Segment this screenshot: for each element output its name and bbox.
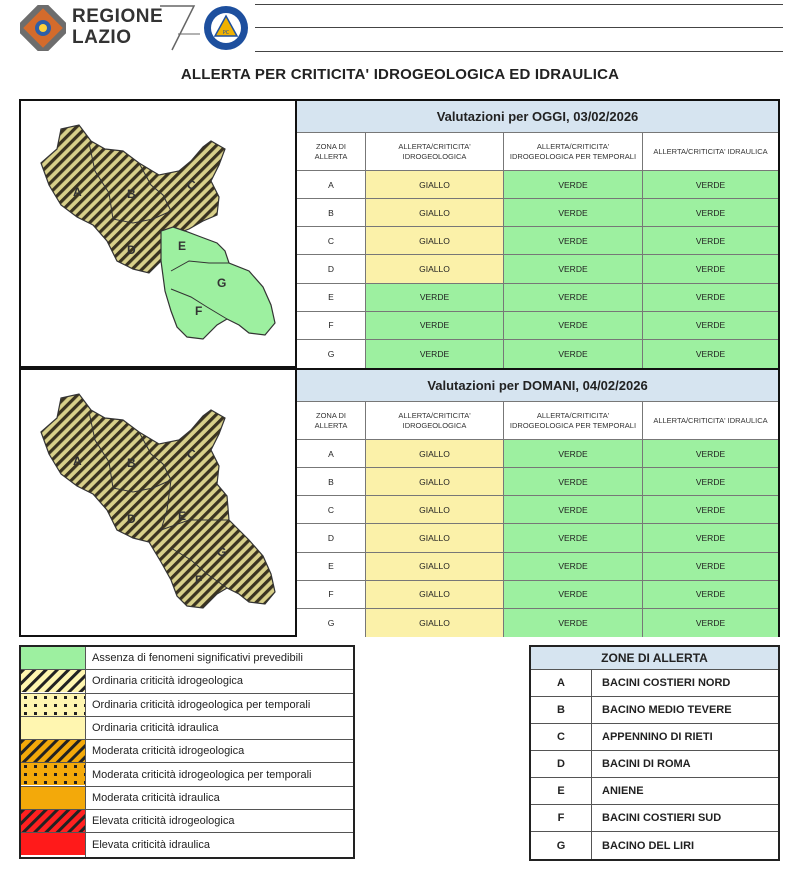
zone-letter: B bbox=[531, 697, 592, 723]
legend-row bbox=[21, 717, 353, 740]
legend-swatch-fill bbox=[21, 717, 85, 739]
zone-cell: F bbox=[297, 581, 366, 608]
zone-cell: C bbox=[297, 227, 366, 254]
zone-row bbox=[531, 751, 778, 778]
legend-swatch-green bbox=[21, 647, 86, 669]
legend-row bbox=[21, 647, 353, 670]
tomorrow-map-label-g: G bbox=[217, 545, 227, 559]
hydrogeo-level-cell: GIALLO bbox=[366, 199, 504, 226]
legend-swatch-fill bbox=[21, 787, 85, 809]
hydraulic-level-cell: VERDE bbox=[643, 440, 778, 467]
hydrogeo-level-cell: GIALLO bbox=[366, 171, 504, 198]
tomorrow-map-label-d: D bbox=[127, 512, 136, 526]
hydraulic-level-cell: VERDE bbox=[643, 468, 778, 495]
zone-name: APPENNINO DI RIETI bbox=[602, 731, 713, 743]
header-rule-bottom bbox=[255, 51, 783, 52]
header-hydraulic: ALLERTA/CRITICITA' IDRAULICA bbox=[653, 146, 768, 156]
hydrogeo-level-cell: VERDE bbox=[366, 312, 504, 339]
zone-cell: A bbox=[297, 440, 366, 467]
zone-cell: C bbox=[297, 496, 366, 523]
lazio-emblem-icon bbox=[20, 5, 66, 51]
legend-label: Elevata criticità idrogeologica bbox=[92, 815, 235, 828]
storms-level-cell: VERDE bbox=[504, 284, 643, 311]
today-map-svg bbox=[21, 101, 295, 366]
hydraulic-level-cell: VERDE bbox=[643, 255, 778, 282]
legend-swatch-fill bbox=[21, 694, 85, 716]
legend-swatch-yellow bbox=[21, 717, 86, 739]
header-hydraulic: ALLERTA/CRITICITA' IDRAULICA bbox=[653, 415, 768, 425]
zone-cell: G bbox=[297, 609, 366, 637]
header-hydrogeo: ALLERTA/CRITICITA' IDROGEOLOGICA bbox=[366, 402, 504, 439]
legend-row bbox=[21, 787, 353, 810]
hydraulic-level-cell: VERDE bbox=[643, 227, 778, 254]
table-row bbox=[297, 496, 778, 524]
hydraulic-level-cell: VERDE bbox=[643, 199, 778, 226]
zone-letter: G bbox=[531, 832, 592, 859]
zones-table bbox=[529, 645, 780, 861]
tomorrow-table bbox=[297, 370, 778, 635]
table-row bbox=[297, 553, 778, 581]
today-table-header bbox=[297, 133, 778, 171]
tomorrow-map-svg bbox=[21, 370, 295, 635]
today-map-label-e: E bbox=[178, 239, 187, 253]
storms-level-cell: VERDE bbox=[504, 581, 643, 608]
zone-letter: D bbox=[531, 751, 592, 777]
zones-body bbox=[531, 670, 778, 859]
legend-label: Moderata criticità idrogeologica bbox=[92, 745, 245, 758]
tomorrow-map-label-c: C bbox=[187, 447, 196, 461]
header-zone: ZONA DI ALLERTA bbox=[297, 133, 366, 170]
hydrogeo-level-cell: GIALLO bbox=[366, 609, 504, 637]
legend-label: Elevata criticità idraulica bbox=[92, 839, 210, 852]
region-name-line1: REGIONE bbox=[72, 6, 164, 27]
table-row bbox=[297, 581, 778, 609]
zone-cell: E bbox=[297, 553, 366, 580]
legend-swatch-orange bbox=[21, 787, 86, 809]
storms-level-cell: VERDE bbox=[504, 496, 643, 523]
legend-label: Moderata criticità idrogeologica per temporali bbox=[92, 768, 312, 781]
legend-swatch-fill bbox=[21, 810, 85, 832]
zone-cell: G bbox=[297, 340, 366, 368]
zone-row bbox=[531, 805, 778, 832]
table-row bbox=[297, 255, 778, 283]
table-row bbox=[297, 284, 778, 312]
storms-level-cell: VERDE bbox=[504, 609, 643, 637]
table-row bbox=[297, 609, 778, 637]
region-name-line2: LAZIO bbox=[72, 27, 132, 48]
legend bbox=[19, 645, 355, 859]
storms-level-cell: VERDE bbox=[504, 171, 643, 198]
legend-swatch-orange-dots bbox=[21, 763, 86, 785]
legend-swatch-yellow-dots bbox=[21, 694, 86, 716]
zone-letter: A bbox=[531, 670, 592, 696]
table-row bbox=[297, 468, 778, 496]
zone-letter: C bbox=[531, 724, 592, 750]
tomorrow-map-label-a: A bbox=[73, 454, 82, 468]
legend-swatch-yellow-hatch bbox=[21, 670, 86, 692]
zone-cell: A bbox=[297, 171, 366, 198]
hydrogeo-level-cell: GIALLO bbox=[366, 227, 504, 254]
zone-cell: D bbox=[297, 255, 366, 282]
hydraulic-level-cell: VERDE bbox=[643, 171, 778, 198]
today-map-label-c: C bbox=[187, 178, 196, 192]
hydraulic-level-cell: VERDE bbox=[643, 340, 778, 368]
legend-label: Ordinaria criticità idrogeologica bbox=[92, 675, 244, 688]
tomorrow-map-label-b: B bbox=[127, 456, 136, 470]
today-map-label-a: A bbox=[73, 185, 82, 199]
protezione-civile-icon bbox=[203, 5, 249, 51]
hydraulic-level-cell: VERDE bbox=[643, 312, 778, 339]
hydrogeo-level-cell: GIALLO bbox=[366, 255, 504, 282]
legend-label: Ordinaria criticità idraulica bbox=[92, 722, 219, 735]
zone-cell: B bbox=[297, 468, 366, 495]
legend-row bbox=[21, 833, 353, 856]
zone-name: BACINI DI ROMA bbox=[602, 758, 691, 770]
table-row bbox=[297, 340, 778, 368]
zone-cell: B bbox=[297, 199, 366, 226]
today-bulletin bbox=[19, 99, 780, 368]
legend-row bbox=[21, 763, 353, 786]
tomorrow-table-body bbox=[297, 440, 778, 637]
storms-level-cell: VERDE bbox=[504, 524, 643, 551]
legend-swatch-fill bbox=[21, 763, 85, 785]
zone-letter: E bbox=[531, 778, 592, 804]
legend-label: Ordinaria criticità idrogeologica per temporali bbox=[92, 698, 311, 711]
table-row bbox=[297, 171, 778, 199]
legend-swatch-fill bbox=[21, 670, 85, 692]
zone-letter: F bbox=[531, 805, 592, 831]
tomorrow-table-header bbox=[297, 402, 778, 440]
hydraulic-level-cell: VERDE bbox=[643, 609, 778, 637]
hydrogeo-level-cell: GIALLO bbox=[366, 468, 504, 495]
zones-title: ZONE DI ALLERTA bbox=[531, 647, 778, 670]
today-table-body bbox=[297, 171, 778, 368]
today-map-label-d: D bbox=[127, 243, 136, 257]
legend-row bbox=[21, 694, 353, 717]
today-map bbox=[21, 101, 297, 366]
today-map-label-g: G bbox=[217, 276, 227, 290]
legend-swatch-orange-hatch bbox=[21, 740, 86, 762]
zone-cell: D bbox=[297, 524, 366, 551]
tomorrow-bulletin bbox=[19, 368, 780, 637]
zone-row bbox=[531, 778, 778, 805]
table-row bbox=[297, 199, 778, 227]
storms-level-cell: VERDE bbox=[504, 312, 643, 339]
storms-level-cell: VERDE bbox=[504, 199, 643, 226]
table-row bbox=[297, 227, 778, 255]
today-map-label-f: F bbox=[195, 304, 203, 318]
legend-row bbox=[21, 740, 353, 763]
tomorrow-table-title: Valutazioni per DOMANI, 04/02/2026 bbox=[297, 370, 778, 402]
header-rule-middle bbox=[255, 27, 783, 28]
zone-name: ANIENE bbox=[602, 785, 644, 797]
storms-level-cell: VERDE bbox=[504, 468, 643, 495]
legend-label: Assenza di fenomeni significativi prevedibili bbox=[92, 652, 303, 665]
storms-level-cell: VERDE bbox=[504, 440, 643, 467]
hydraulic-level-cell: VERDE bbox=[643, 284, 778, 311]
zone-name: BACINO MEDIO TEVERE bbox=[602, 704, 732, 716]
page-header bbox=[0, 0, 800, 58]
table-row bbox=[297, 440, 778, 468]
legend-swatch-red bbox=[21, 833, 86, 856]
legend-swatch-fill bbox=[21, 647, 85, 669]
legend-row bbox=[21, 670, 353, 693]
header-hydrogeo: ALLERTA/CRITICITA' IDROGEOLOGICA bbox=[366, 133, 504, 170]
tomorrow-map-region bbox=[41, 394, 275, 608]
legend-row bbox=[21, 810, 353, 833]
table-row bbox=[297, 312, 778, 340]
zone-row bbox=[531, 832, 778, 859]
storms-level-cell: VERDE bbox=[504, 227, 643, 254]
header-slash-icon bbox=[160, 4, 200, 52]
legend-swatch-fill bbox=[21, 833, 85, 855]
svg-text:PC: PC bbox=[222, 30, 230, 36]
zone-name: BACINO DEL LIRI bbox=[602, 839, 695, 852]
today-map-label-b: B bbox=[127, 187, 136, 201]
zone-row bbox=[531, 724, 778, 751]
zone-cell: F bbox=[297, 312, 366, 339]
storms-level-cell: VERDE bbox=[504, 255, 643, 282]
tomorrow-map-label-f: F bbox=[195, 573, 203, 587]
zone-row bbox=[531, 670, 778, 697]
hydrogeo-level-cell: VERDE bbox=[366, 340, 504, 368]
hydraulic-level-cell: VERDE bbox=[643, 496, 778, 523]
zone-cell: E bbox=[297, 284, 366, 311]
document-title: ALLERTA PER CRITICITA' IDROGEOLOGICA ED IDRAULICA bbox=[180, 66, 620, 83]
tomorrow-map bbox=[21, 370, 297, 635]
today-table-title: Valutazioni per OGGI, 03/02/2026 bbox=[297, 101, 778, 133]
hydrogeo-level-cell: GIALLO bbox=[366, 496, 504, 523]
table-row bbox=[297, 524, 778, 552]
header-storms: ALLERTA/CRITICITA' IDROGEOLOGICA PER TEMPORALI bbox=[504, 133, 643, 170]
zone-name: BACINI COSTIERI NORD bbox=[602, 677, 731, 689]
today-table bbox=[297, 101, 778, 366]
header-zone: ZONA DI ALLERTA bbox=[297, 402, 366, 439]
hydrogeo-level-cell: VERDE bbox=[366, 284, 504, 311]
hydrogeo-level-cell: GIALLO bbox=[366, 581, 504, 608]
header-rule-top bbox=[255, 4, 783, 5]
hydrogeo-level-cell: GIALLO bbox=[366, 553, 504, 580]
header-storms: ALLERTA/CRITICITA' IDROGEOLOGICA PER TEMPORALI bbox=[504, 402, 643, 439]
zone-name: BACINI COSTIERI SUD bbox=[602, 812, 722, 824]
tomorrow-map-label-e: E bbox=[178, 509, 187, 523]
legend-label: Moderata criticità idraulica bbox=[92, 791, 220, 804]
hydrogeo-level-cell: GIALLO bbox=[366, 440, 504, 467]
legend-swatch-fill bbox=[21, 740, 85, 762]
legend-swatch-red-hatch bbox=[21, 810, 86, 832]
hydraulic-level-cell: VERDE bbox=[643, 553, 778, 580]
zone-row bbox=[531, 697, 778, 724]
storms-level-cell: VERDE bbox=[504, 340, 643, 368]
hydraulic-level-cell: VERDE bbox=[643, 581, 778, 608]
storms-level-cell: VERDE bbox=[504, 553, 643, 580]
hydraulic-level-cell: VERDE bbox=[643, 524, 778, 551]
hydrogeo-level-cell: GIALLO bbox=[366, 524, 504, 551]
